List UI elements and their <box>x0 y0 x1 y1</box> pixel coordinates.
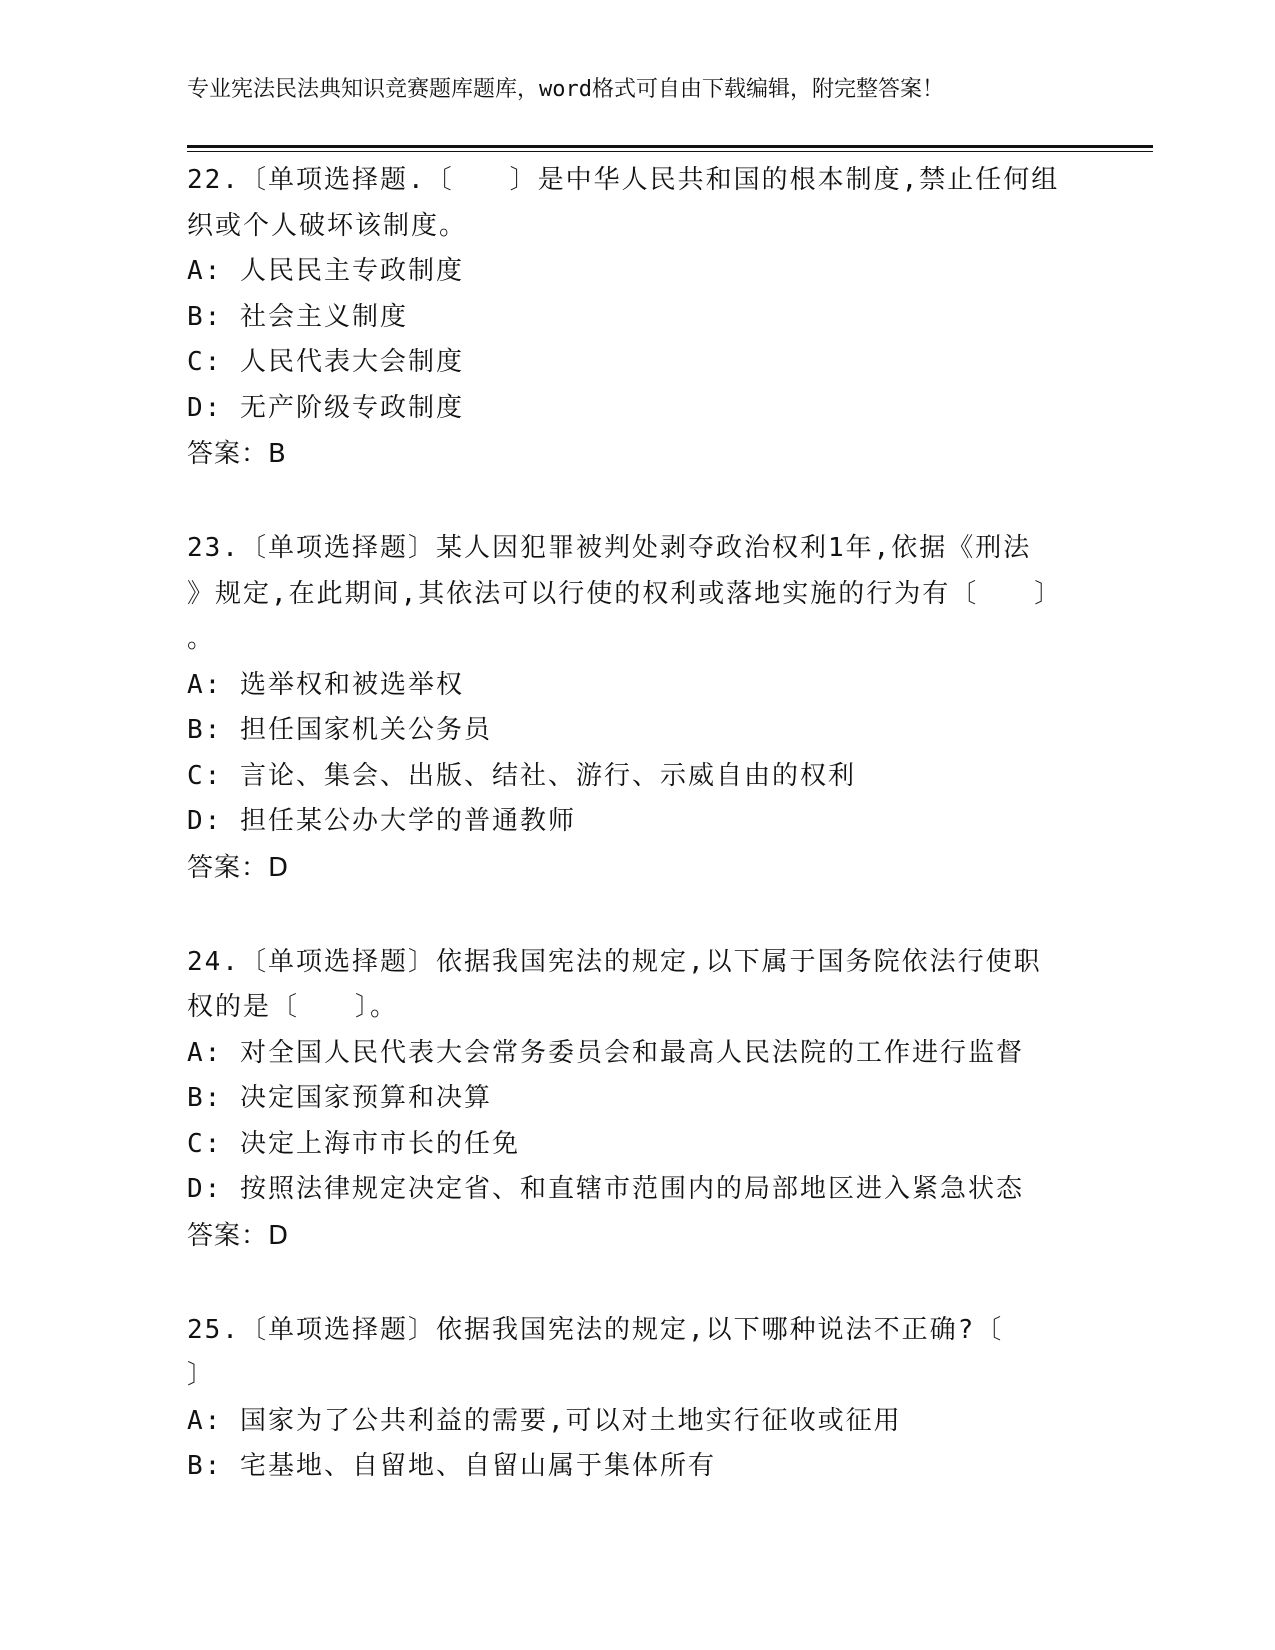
stem-line: 22.〔单项选择题.〔 〕是中华人民共和国的根本制度,禁止任何组 <box>187 165 1060 195</box>
question-25 <box>187 1308 1087 1490</box>
question-stem <box>187 1308 1087 1399</box>
stem-line: 》规定,在此期间,其依法可以行使的权利或落地实施的行为有〔 〕 <box>187 578 1063 609</box>
option-a: A: 选举权和被选举权 <box>187 669 464 700</box>
stem-line: 23.〔单项选择题〕某人因犯罪被判处剥夺政治权利1年,依据《刑法 <box>187 533 1032 563</box>
option-b: B: 决定国家预算和决算 <box>187 1083 492 1113</box>
option-b: B: 宅基地、自留地、自留山属于集体所有 <box>187 1451 716 1481</box>
option-c: C: 决定上海市市长的任免 <box>187 1128 520 1159</box>
question-stem <box>187 158 1087 249</box>
stem-line: 〕 <box>187 1360 216 1390</box>
stem-line: 织或个人破坏该制度。 <box>187 210 468 241</box>
option-c: C: 人民代表大会制度 <box>187 347 464 377</box>
question-23 <box>187 526 1087 891</box>
page-header: 专业宪法民法典知识竞赛题库题库，word格式可自由下载编辑，附完整答案！ <box>187 77 944 102</box>
option-c: C: 言论、集会、出版、结社、游行、示威自由的权利 <box>187 760 856 791</box>
option-d: D: 担任某公办大学的普通教师 <box>187 806 576 836</box>
header-rule-thin <box>187 151 1153 152</box>
question-22 <box>187 158 1087 477</box>
question-24 <box>187 940 1087 1259</box>
question-stem <box>187 526 1087 663</box>
question-stem <box>187 940 1087 1031</box>
option-a: A: 对全国人民代表大会常务委员会和最高人民法院的工作进行监督 <box>187 1037 1024 1068</box>
option-b: B: 担任国家机关公务员 <box>187 715 492 745</box>
answer-label: 答案：D <box>187 852 290 883</box>
answer-label: 答案：D <box>187 1220 290 1251</box>
option-a: A: 人民民主专政制度 <box>187 256 464 286</box>
stem-line: 24.〔单项选择题〕依据我国宪法的规定,以下属于国务院依法行使职 <box>187 946 1042 977</box>
header-rule-thick <box>187 145 1153 148</box>
option-d: D: 无产阶级专政制度 <box>187 392 464 423</box>
option-b: B: 社会主义制度 <box>187 301 408 332</box>
question-list <box>187 158 1087 1490</box>
option-d: D: 按照法律规定决定省、和直辖市范围内的局部地区进入紧急状态 <box>187 1174 1024 1204</box>
stem-line: 权的是〔 〕。 <box>187 992 399 1022</box>
answer-label: 答案：B <box>187 439 287 469</box>
option-a: A: 国家为了公共利益的需要,可以对土地实行征收或征用 <box>187 1405 902 1436</box>
stem-line: 25.〔单项选择题〕依据我国宪法的规定,以下哪种说法不正确?〔 <box>187 1314 1004 1345</box>
stem-line: 。 <box>187 624 216 654</box>
